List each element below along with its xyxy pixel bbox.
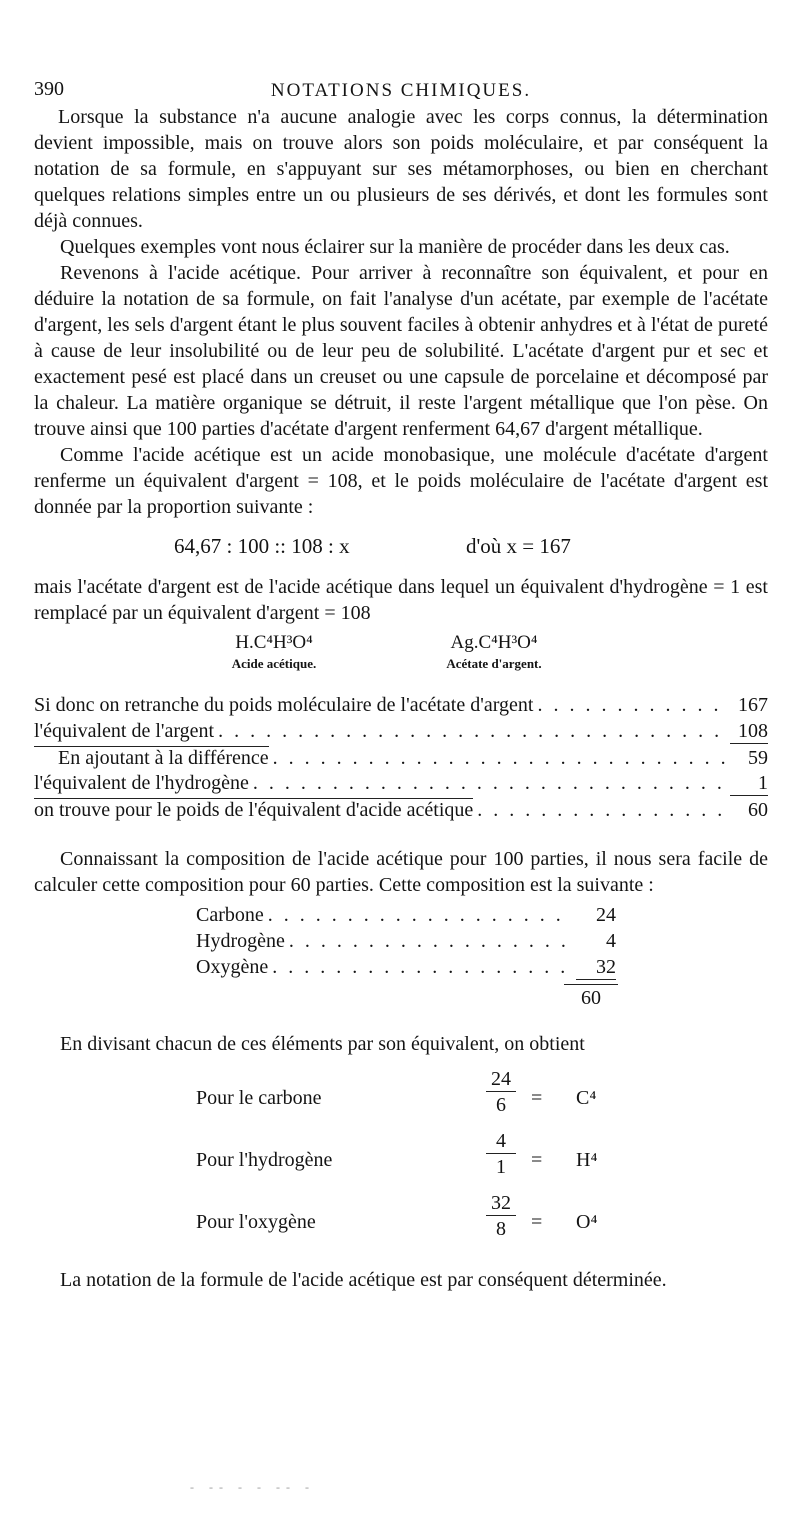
ratio-row-carbon: Pour le carbone $\frac{24}{6}$ = C⁴	[196, 1068, 597, 1116]
calc-row: l'équivalent de l'hydrogène . . . 1	[34, 772, 768, 798]
paragraph-2: Quelques exemples vont nous éclairer sur la manière de procéder dans les deux cas.	[60, 236, 730, 258]
ratio-row-hydrogen: Pour l'hydrogène $\frac{4}{1}$ = H⁴	[196, 1130, 598, 1178]
fraction: $\frac{32}{8}$	[486, 1191, 516, 1242]
paragraph-conclusion: La notation de la formule de l'acide acétique est par conséquent déterminée.	[60, 1269, 667, 1291]
formula-text: H.C⁴H³O⁴	[235, 632, 313, 653]
page-footer-marks: - -- - - -- -	[190, 1480, 315, 1494]
calc-row: Si donc on retranche du poids moléculaire de l'acétate d'argent . . . 167	[34, 694, 768, 720]
formula-text: Ag.C⁴H³O⁴	[450, 632, 538, 653]
proportion-left: 64,67 : 100 :: 108 : x	[174, 534, 350, 558]
calc-row: on trouve pour le poids de l'équivalent d'acide acétique . . . 60	[34, 798, 768, 824]
ratio-row-oxygen: Pour l'oxygène $\frac{32}{8}$ = O⁴	[196, 1192, 598, 1240]
formula-caption: Acétate d'argent.	[446, 656, 542, 671]
proportion-result: d'où x = 167	[466, 534, 571, 558]
paragraph-dividing: En divisant chacun de ces éléments par son équivalent, on obtient	[60, 1033, 585, 1055]
book-page	[34, 74, 768, 1293]
element-ratios	[196, 1067, 656, 1253]
formula-acetic-acid	[209, 632, 339, 672]
paragraph-composition: Connaissant la composition de l'acide acétique pour 100 parties, il nous sera facile de calculer cette composition pour 60 parties. Cette composition est la suivante :	[34, 848, 768, 896]
fraction: $\frac{4}{1}$	[486, 1129, 516, 1180]
composition-row: Hydrogène . . . 4	[196, 930, 616, 956]
page-number: 390	[34, 78, 64, 100]
composition-total: 60	[564, 984, 618, 1011]
composition-row: Carbone . . . 24	[196, 904, 616, 930]
calc-row: l'équivalent de l'argent . . . 108	[34, 720, 768, 746]
paragraph-3: Revenons à l'acide acétique. Pour arriver à reconnaître son équivalent, et pour en déduire la notation de sa formule, on fait l'analyse d'un acétate, par exemple de l'acétate d'argent, les sels d'argent étant le plus souvent faciles à obtenir anhydres et à l'état de pureté à cause de leur insolubilité ou de leur peu de solubilité. L'acétate d'argent pur et sec et exactement pesé est placé dans un creuset ou une capsule de porcelaine et décomposé par la chaleur. La matière organique se détruit, il reste l'argent métallique que l'on pèse. On trouve ainsi que 100 parties d'acétate d'argent renferment 64,67 d'argent métallique.	[34, 262, 768, 440]
formula-caption: Acide acétique.	[231, 656, 317, 671]
fraction: $\frac{24}{6}$	[486, 1067, 516, 1118]
page-header	[34, 74, 768, 104]
paragraph-4: Comme l'acide acétique est un acide monobasique, une molécule d'acétate d'argent renferme un équivalent d'argent = 108, et le poids moléculaire de l'acétate d'argent est donnée par la proportion suivante :	[34, 444, 768, 518]
composition-table	[196, 904, 616, 982]
formula-pair	[34, 632, 768, 684]
equivalent-calculation	[34, 694, 768, 824]
paragraph-1: Lorsque la substance n'a aucune analogie avec les corps connus, la détermination devient impossible, mais on trouve alors son poids moléculaire, et par conséquent la notation de sa formule, en s'appuyant sur ses métamorphoses, ou bien en cherchant quelques relations simples entre un ou plusieurs de ses dérivés, et dont les formules sont déjà connues.	[34, 106, 768, 232]
formula-silver-acetate	[424, 632, 564, 672]
paragraph-after-proportion: mais l'acétate d'argent est de l'acide acétique dans lequel un équivalent d'hydrogène = 1 est remplacé par un équivalent d'argent = 108	[34, 576, 768, 624]
proportion-equation	[34, 532, 768, 562]
composition-row: Oxygène . . . 32	[196, 956, 616, 982]
running-title: NOTATIONS CHIMIQUES.	[270, 80, 532, 101]
calc-row: En ajoutant à la différence . . . 59	[34, 746, 768, 772]
